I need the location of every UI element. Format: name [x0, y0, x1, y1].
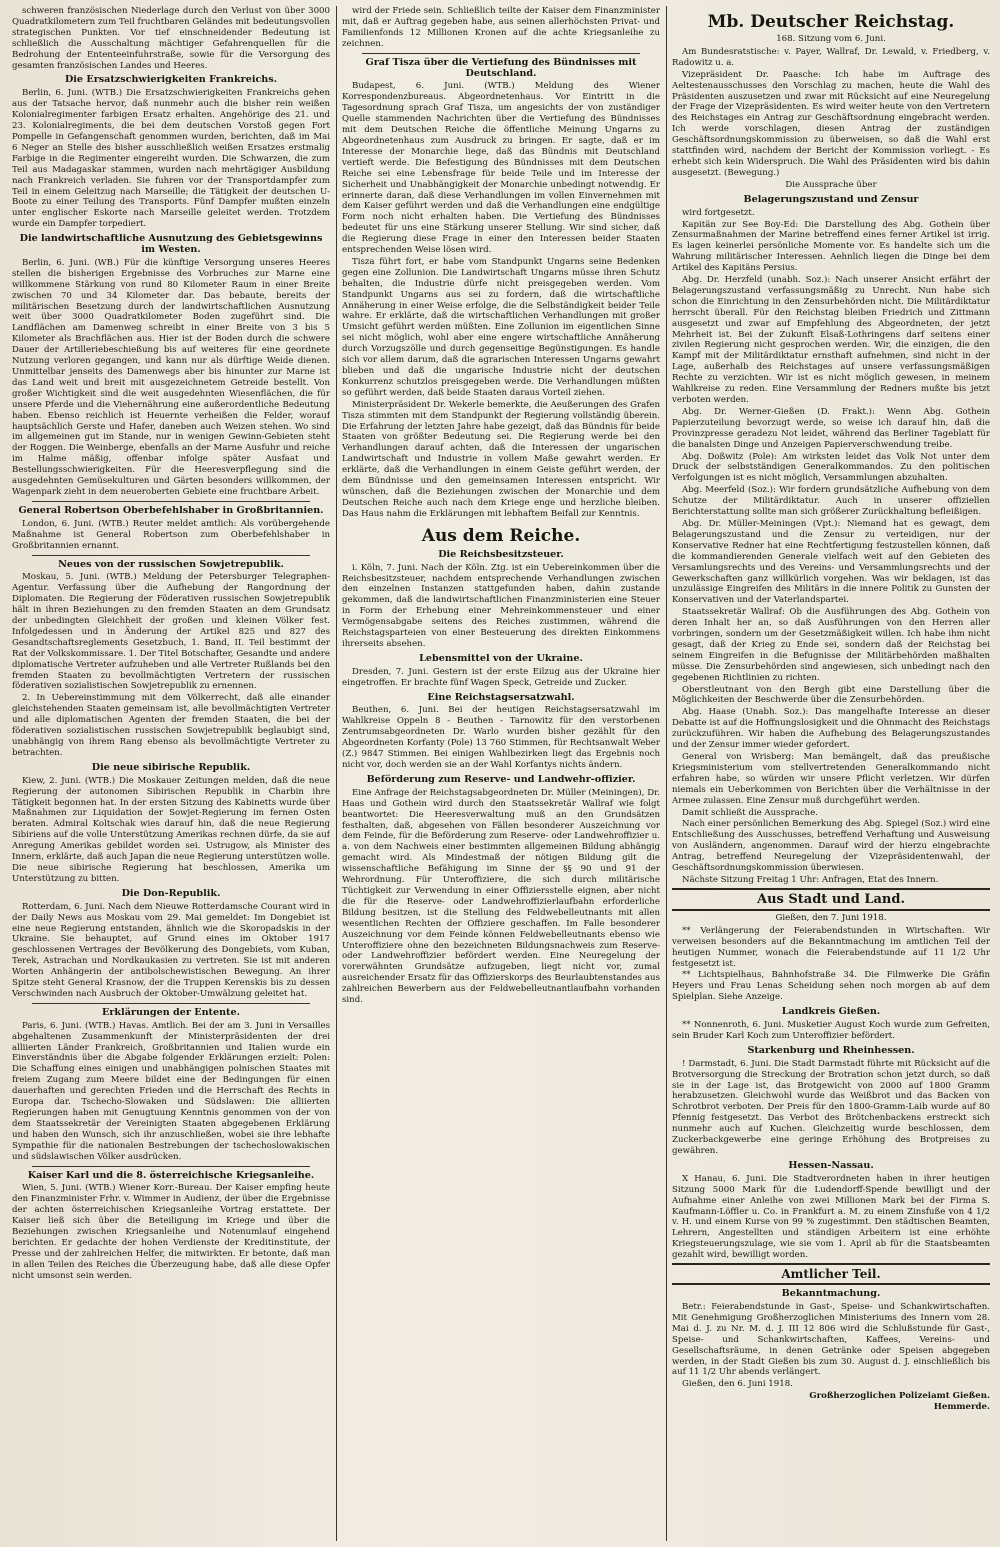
headline: Starkenburg und Rheinhessen.	[747, 1044, 915, 1056]
paragraph: Staatssekretär Wallraf: Ob die Ausführungen des Abg. Gothein von deren Inhalt her an, so daß Ausführungen von den Herren aller vorbringen, sondern um der Gesetzmäßigkeit willen. Ich habe ihm nicht gesagt, daß der Krieg zu Ende sei, sondern daß der Reichstag bei seinem Eingreifen in die Befugnisse der Militärbehörden maßhalten müsse. Die Zensurbehörden sind angewiesen, sich unbedingt nach den gegebenen Richtlinien zu richten.	[672, 607, 990, 683]
paragraph: Vizepräsident Dr. Paasche: Ich habe im Auftrage des Aeltestenausschusses den Vorschlag zu machen, heute die Wahl des Präsidenten auszusetzen und zwar mit Rücksicht auf eine Neuregelung der Frage der Vizepräsidenten. Es wird weiter heute von den Vertretern des Reichstages ein Antrag zur Geschäftsordnung eingebracht werden. Ich werde vorschlagen, diesen Antrag der zuständigen Geschäftsordnungskommission zu überweisen, so daß die Wahl erst stattfinden wird, nachdem der Bericht der Kommission vorliegt. - Es erhebt sich kein Widerspruch. Die Wahl des Präsidenten wird bis dahin ausgesetzt. (Bewegung.)	[672, 69, 990, 178]
paragraph: Abg. Dr. Müller-Meiningen (Vpt.): Niemand hat es gewagt, dem Belagerungszustand und die Zensur zu verteidigen, nur der Konservative Redner hat eine Rechtfertigung festzustellen können, daß die kommandierenden Generale vielfach weit auf den Gebieten des Versamlungsrechts und des Vereins- und Versammlungsrechts und der Gewerkschaften ganz willkürlich vorgehen. Was wir beklagen, ist das unzulässige Eingreifen des Militärs in die innere Politik zu Gunsten der Konservativen und der Vaterlandspartei.	[672, 518, 990, 606]
paragraph: Beuthen, 6. Juni. Bei der heutigen Reichstagsersatzwahl im Wahlkreise Oppeln 8 - Beuthen - Tarnowitz für den verstorbenen Zentrumsabgeordneten Dr. Warlo wurden bisher gezählt für den Abgeordneten Korfanty (Pole) 13 760 Stimmen, für Rechtsanwalt Weber (Z.) 9847 Stimmen. Bei einigen Wahlbezirken liegt das Ergebnis noch nicht vor, doch werden sie an der Wahl Korfantys nichts ändern.	[342, 705, 660, 770]
section-title: Aus dem Reiche.	[421, 525, 581, 546]
paragraph: ** Lichtspielhaus, Bahnhofstraße 34. Die Filmwerke Die Gräfin Heyers und Frau Lenas Scheidung sehen noch morgen ab auf dem Spielplan. Siehe Anzeige.	[672, 970, 990, 1003]
paragraph: London, 6. Juni. (WTB.) Reuter meldet amtlich: Als vorübergehende Maßnahme ist General Robertson zum Oberbefehlshaber in Großbritannien ernannt.	[12, 518, 330, 551]
headline: Erklärungen der Entente.	[102, 1006, 240, 1018]
column-3	[672, 6, 990, 1541]
signature-office: Großherzoglichen Polizeiamt Gießen.	[809, 1391, 990, 1402]
headline: Neues von der russischen Sowjetrepublik.	[58, 558, 284, 570]
headline: General Robertson Oberbefehlshaber in Großbritannien.	[18, 504, 324, 516]
headline: Lebensmittel von der Ukraine.	[419, 652, 583, 664]
paragraph: Nach einer persönlichen Bemerkung des Abg. Spiegel (Soz.) wird eine Entschließung des Ausschusses, betreffend Verhaftung und Ausweisung von Ausländern, angenommen. Darauf wird der hierzu eingebrachte Antrag, betreffend Neuregelung der Vizepräsidentenwahl, der Geschäftsordnungskommission überwiesen.	[672, 819, 990, 874]
section-box	[672, 888, 990, 911]
paragraph: Abg. Haase (Unabh. Soz.): Das mangelhafte Interesse an dieser Debatte ist auf die Hoffnungslosigkeit und die Ohnmacht des Reichstags zurückzuführen. Wir haben die Aufhebung des Belagerungszustandes und der Zensur immer wieder gefordert.	[672, 707, 990, 751]
paragraph: Kiew, 2. Juni. (WTB.) Die Moskauer Zeitungen melden, daß die neue Regierung der autonomen Sibirischen Republik in Charbin ihre Tätigkeit begonnen hat. In der ersten Sitzung des Kabinetts wurde über Maßnahmen zur Liquidation der Sowjet-Regierung im fernen Osten beraten. Admiral Koltschak wies darauf hin, daß die neue Regierung Sibiriens auf die volle Unterstützung Amerikas rechnen dürfe, da sie auf Anregung Amerikas gebildet worden sei. Ustrugow, als Minister des Innern, erklärte, daß auch Japan die neue Regierung unterstützen wolle. Die neue sibirische Regierung hat beschlossen, Amerika um Unterstützung zu bitten.	[12, 775, 330, 884]
paragraph: ** Verlängerung der Feierabendstunden in Wirtschaften. Wir verweisen besonders auf die Bekanntmachung im amtlichen Teil der heutigen Nummer, wonach die Feierabendstunde auf 11 1/2 Uhr festgesetzt ist.	[672, 925, 990, 969]
paragraph: ** Nonnenroth, 6. Juni. Musketier August Koch wurde zum Gefreiten, sein Bruder Karl Koch zum Unteroffizier befördert.	[672, 1020, 990, 1041]
section-title: Aus Stadt und Land.	[757, 891, 905, 907]
divider	[32, 555, 310, 556]
paragraph: 2. In Uebereinstimmung mit dem Völkerrecht, daß alle einander gleichstehenden Staaten gemeinsam ist, alle bevollmächtigten Vertreter und alle diplomatischen Agenten der fremden Staaten, die bei der föderativen sozialistischen russischen Sowjetrepublik beglaubigt sind, unabhängig von ihrem Rang ebenso als bevollmächtigte Vertreter zu betrachten.	[12, 693, 330, 758]
paragraph: Kapitän zur See Boy-Ed: Die Darstellung des Abg. Gothein über Zensurmaßnahmen der Marine betreffend eines ferner Artikel ist irrig. Es lagen keinerlei persönliche Momente vor. Es handelte sich um die Wahrung militärischer Interessen. Aehnlich liegen die Dinge bei dem Artikel des Kapitäns Persius.	[672, 219, 990, 274]
paragraph: Eine Anfrage der Reichstagsabgeordneten Dr. Müller (Meiningen), Dr. Haas und Gothein wird durch den Staatssekretär Wallraf wie folgt beantwortet: Die Heeresverwaltung muß an den Grundsätzen festhalten, daß, abgesehen von Fällen besonderer Auszeichnung vor dem Feinde, für die Beförderung zum Reserve- oder Landwehroffizier u. a. von dem Nachweis einer bestimmten allgemeinen Bildung abhängig gemacht wird. Als Mindestmaß der nötigen Bildung gilt die wissenschaftliche Befähigung im Sinne der §§ 90 und 91 der Wehrordnung. Für Unteroffiziere, die sich durch militärische Tüchtigkeit zur Verwendung in einer Offiziersstelle eignen, aber nicht die für die Reserve- oder Landwehroffizierlaufbahn erforderliche Bildung besitzen, ist die Stellung des Feldwebelleutnants mit allen wesentlichen Rechten der Offiziere geschaffen. Im Falle besonderer Auszeichnung vor dem Feinde können Feldwebelleutnants ebenso wie Unteroffiziere ohne den bezeichneten Bildungsnachweis zum Reserve- oder Landwehroffizier befördert werden. Eine Neuregelung der vorerwähnten Grundsätze aufzugeben, liegt nicht vor, zumal ausreichender Ersatz für das Offizierskorps des Beurlaubtenstandes aus zahlreichen Bewerbern aus der Feldwebelleutnantlaufbahn vorhanden sind.	[342, 787, 660, 1006]
column-rule	[336, 6, 337, 1541]
headline: Kaiser Karl und die 8. österreichische Kriegsanleihe.	[27, 1169, 315, 1181]
divider	[32, 1003, 310, 1004]
headline: Eine Reichstagsersatzwahl.	[427, 691, 575, 703]
paragraph: schweren französischen Niederlage durch den Verlust von über 3000 Quadratkilometern zum Teil fruchtbaren Geländes mit bedeutungsvollen strategischen Punkten. Vor tief einschneidender Bedeutung ist schließlich die Ausschaltung mächtiger Gefahrenquellen für die Bedrohung der Ententeeinfuhrstraße, sowie für die Versorgung des gesamten französischen Landes und Heeres.	[12, 6, 330, 71]
paragraph: Betr.: Feierabendstunde in Gast-, Speise- und Schankwirtschaften. Mit Genehmigung Großherzoglichen Ministeriums des Innern vom 28. Mai d. J. zu Nr. M. d. J. III 12 806 wird die Schlußstunde für Gast-, Speise- und Schankwirtschaften, Kaffees, Vereins- und Gesellschaftsräume, in denen Getränke oder Speisen abgegeben werden, in der Stadt Gießen bis zum 30. August d. J. einschließlich bis auf 11 1/2 Uhr abends verlängert.	[672, 1301, 990, 1378]
subtitle: 168. Sitzung vom 6. Juni.	[776, 34, 886, 44]
divider	[32, 501, 310, 502]
divider	[362, 53, 640, 54]
subtitle: Die Aussprache über	[785, 179, 877, 190]
signature-name: Hemmerde.	[933, 1402, 990, 1413]
paragraph: Berlin, 6. Juni. (WB.) Für die künftige Versorgung unseres Heeres stellen die bisherigen Ergebnisse des Vorbruches zur Marne eine willkommene Stärkung von rund 80 Kilometer Raum in einer Breite zwischen 70 und 34 Kilometer dar. Das bebaute, bereits der militärischen Besetzung durch der landwirtschaftlichen Ausnutzung weit über 3000 Quadratkilometer Boden zugeführt sind. Die Landflächen am Damenweg schreibt in einer Breite von 3 bis 5 Kilometer als Brachflächen aus. Hier ist der Boden durch die schwere Dauer der Artilleriebeschießung bis auf weiteres für eine geordnete Nutzung verloren gegangen, und kann nur als dürftige Weide dienen. Unmittelbar jenseits des Damenwegs aber bis hinunter zur Marne ist das Land weit und breit mit ausgezeichnetem Getreide bestellt. Von großer Wichtigkeit sind die weit ausgedehnten Wiesenflächen, die für unsere Pferde und die Viehernährung eine außerordentliche Bedeutung haben. Ebenso reichlich ist Heuernte verheißen die Felder, worauf hauptsächlich Gerste und Hafer, daneben auch Weizen stehen. Wo sind im allgemeinen gut im Stande, nur in wenigen Gewinn-Gebieten steht der Roggen. Die Weinberge, ebenfalls an der Marne Ausfuhr und reiche im Halme mäßig, offenbar infolge später Ausfaat und Bestellungsschwierigkeiten. Für die Heeresverpflegung sind die ausgedehnten Gemüsekulturen und Gärten besonders willkommen, der Wagenpark zieht in dem neueroberten Gebiete eine fruchtbare Arbeit.	[12, 257, 330, 497]
paragraph: Tisza führt fort, er habe vom Standpunkt Ungarns seine Bedenken gegen eine Zollunion. Die Landwirtschaft Ungarns müsse ihren Schutz behalten, die Industrie dürfe nicht preisgegeben werden. Vom Standpunkt Ungarns aus sei zu fordern, daß die wirtschaftliche Annäherung in einer Weise erfolge, die die Selbständigkeit beider Teile wahre. Er erklärte, daß die wirtschaftlichen Verhandlungen mit großer Umsicht geführt werden müßten. Eine Zollunion im eigentlichen Sinne sei nicht möglich, wohl aber eine engere wirtschaftliche Annäherung durch Vorzugszölle und durch gegenseitige Begünstigungen. Es handle sich vor allem darum, daß die agrarischen Interessen Ungarns gewahrt blieben und daß die ungarische Industrie nicht der deutschen Konkurrenz schutzlos preisgegeben werde. Die Verhandlungen müßten so geführt werden, daß beide Staaten daraus Vorteil ziehen.	[342, 256, 660, 398]
headline: Die landwirtschaftliche Ausnutzung des Gebietsgewinns im Westen.	[19, 233, 323, 256]
section-title: Amtlicher Teil.	[781, 1267, 881, 1282]
headline: Graf Tisza über die Vertiefung des Bündnisses mit Deutschland.	[365, 56, 637, 79]
paragraph: wird fortgesetzt.	[682, 207, 755, 218]
paragraph: Abg. Dr. Herzfeld (unabh. Soz.): Nach unserer Ansicht erfährt der Belagerungszustand verfassungsmäßig zu Unrecht. Nun habe sich schon die Einrichtung in den Zensurbehörden nicht. Die Militärdiktatur herrscht überall. Für den Reichstag bleiben Friedrich und Zittmann ausgesetzt und zwar auf Empfehlung des Abgeordneten, der jetzt Mehrheit ist. Bei der Zukunft Elsaß-Lothringens darf seitens einer zivilen Regierung nicht gesprochen werden. Wir, die einzigen, die den Kampf mit der Militärdiktatur ernsthaft aufnehmen, sind nicht in der Lage, außerhalb des Reichstages auf unsere verfassungsmäßigen Rechte zu verzichten. Wir ist es nicht möglich gewesen, in meinem Wahlkreise zu reden. Eine Versammlung der Redners mußte bis jetzt verboten werden.	[672, 275, 990, 405]
paragraph: Ministerpräsident Dr. Wekerle bemerkte, die Aeußerungen des Grafen Tisza stimmten mit dem Standpunkt der Regierung vollständig überein. Die Erfahrung der letzten Jahre habe gezeigt, daß das Bündnis für beide Staaten von größter Bedeutung sei. Die Regierung werde bei den Verhandlungen darauf achten, daß die Interessen der ungarischen Landwirtschaft und Industrie in vollem Maße gewahrt werden. Er erklärte, daß die Verhandlungen in einem Geiste geführt werden, der dem Bündnisse und den gemeinsamen Interessen entspricht. Wir wünschen, daß die Beziehungen zwischen der Monarchie und dem Deutschen Reiche auch nach dem Kriege enge und herzliche bleiben. Das Haus nahm die Erklärungen mit lebhaftem Beifall zur Kenntnis.	[342, 399, 660, 519]
column-rule	[666, 6, 667, 1541]
column-1	[12, 6, 330, 1541]
dateline: Gießen, den 7. Juni 1918.	[775, 912, 887, 923]
paragraph: Abg. Meerfeld (Soz.): Wir fordern grundsätzliche Aufhebung von dem Schutze der Militärdiktatur. Auch in unserer offiziellen Berichterstattung sollte man sich größerer Zurückhaltung befleißigen.	[672, 485, 990, 518]
paragraph: Berlin, 6. Juni. (WTB.) Die Ersatzschwierigkeiten Frankreichs gehen aus der Tatsache hervor, daß nunmehr auch die bisher rein weißen Kolonialregimenter farbigen Ersatz erhalten. Angehörige des 21. und 23. Kolonialregiments, die bei dem deutschen Vorstoß gegen Fort Pompelle in Gefangenschaft genommen wurden, berichten, daß im Mai 6 Neger an Stelle des bisher ausschließlich weißen Ersatzes erstmalig Farbige in die Regimenter eingereiht wurden. Die Schwarzen, die zum Teil aus Madagaskar stammen, wurden nach mehrtägiger Ausbildung nach Frankreich verladen. Sie fuhren vor der Transportdampfer zum Teil in einem Geleitzug nach Marseille; die Tätigkeit der deutschen U-Boote zu einer Teilung des Transports. Fünf Dampfer mußten einzeln unter englischer Eskorte nach Marseille geleitet werden. Trotzdem wurde ein Dampfer torpediert.	[12, 88, 330, 230]
paragraph: Gießen, den 6. Juni 1918.	[682, 1379, 793, 1390]
paragraph: wird der Friede sein. Schließlich teilte der Kaiser dem Finanzminister mit, daß er Auftrag gegeben habe, aus seinen allerhöchsten Privat- und Familienfonds 12 Millionen Kronen auf die achte Kriegsanleihe zu zeichnen.	[342, 6, 660, 49]
paragraph: Abg. Doßwitz (Pole): Am wirksten leidet das Volk Not unter dem Druck der selbstständigen Generalkommandos. Zu den politischen Verfolgungen ist es nicht möglich, Versammlungen abzuhalten.	[672, 451, 990, 484]
headline: Die neue sibirische Republik.	[91, 761, 251, 773]
paragraph: Budapest, 6. Juni. (WTB.) Meldung des Wiener Korrespondenzbureaus. Abgeordnetenhaus. Vor Eintritt in die Tagesordnung sprach Graf Tisza, um angesichts der von zuständiger Quelle stammenden Nachrichten über die Vertiefung des Bündnisses mit dem Deutschen Reiche die öffentliche Meinung Ungarns zu Abgeordnetenhaus zum Ausdruck zu bringen. Er sagte, daß er im Interesse der Monarchie liege, daß das Bündnis mit Deutschland vertieft werde. Die Befestigung des Bündnisses mit dem Deutschen Reiche sei eine Lebensfrage für beide Teile und im Interesse der Sicherheit und Unabhängigkeit der Monarchie unbedingt notwendig. Er erinnerte daran, daß diese Verhandlungen im vollen Einvernehmen mit dem Kaiser geführt werden und daß die Verhandlungen eine endgültige Form noch nicht erhalten haben. Die Vertiefung des Bündnisses bedeutet für uns eine Stärkung unserer Stellung. Wir sind sicher, daß die Regierung diese Frage in einer den Interessen beider Staaten entsprechenden Weise lösen wird.	[342, 81, 660, 256]
paragraph: Dresden, 7. Juni. Gestern ist der erste Eilzug aus der Ukraine hier eingetroffen. Er brachte fünf Wagen Speck, Getreide und Zucker.	[342, 666, 660, 688]
section-title: Mb. Deutscher Reichstag.	[707, 12, 955, 32]
paragraph: Oberstleutnant von den Bergh gibt eine Darstellung über die Möglichkeiten der Beschwerde über die Zensurbehörden.	[672, 684, 990, 706]
divider	[32, 1166, 310, 1167]
paragraph: X Hanau, 6. Juni. Die Stadtverordneten haben in ihrer heutigen Sitzung 5000 Mark für die Ludendorff-Spende bewilligt und der Aufnahme einer Anleihe von zwei Millionen Mark bei der Firma S. Kaufmann-Löffler u. Co. in Frankfurt a. M. zu einem Zinsfuße von 4 1/2 v. H. und einem Kurse von 99 % zugestimmt. Den städtischen Beamten, Lehrern, Angestellten und ständigen Arbeitern ist eine erhöhte Kriegsteuerungszulage, wie sie vom 1. April ab für die Staatsbeamten gezahlt wird, bewilligt worden.	[672, 1173, 990, 1261]
paragraph: Moskau, 5. Juni. (WTB.) Meldung der Petersburger Telegraphen-Agentur. Verfassung über die Aufhebung der Rangordnung der Diplomaten. Die Regierung der Föderativen russischen Sowjetrepublik hält in ihren Beziehungen zu den fremden Staaten an dem Grundsatz der unbedingten Gleichheit der großen und kleinen Völker fest. Infolgedessen und in Änderung der Artikel 825 und 827 des Gesandtschaftsreglements Gesetzbuch, 1. Band, II. Teil bestimmt der Rat der Volkskommissare. 1. Der Titel Botschafter, Gesandte und andere diplomatische Vertreter aufzuheben und alle Vertreter Rußlands bei den fremden Staaten zu bevollmächtigten Vertretern der russischen föderativen sozialistischen Sowjetrepublik zu ernennen.	[12, 572, 330, 692]
paragraph: Paris, 6. Juni. (WTB.) Havas. Amtlich. Bei der am 3. Juni in Versailles abgehaltenen Zusammenkunft der Ministerpräsidenten der drei alliierten Länder Frankreich, Großbritannien und Italien wurde ein Einverständnis über die Abgabe folgender Erklärungen erzielt: Polen: Die Schaffung eines einigen und unabhängigen polnischen Staates mit freiem Zugang zum Meere bildet eine der Bedingungen für einen dauerhaften und gerechten Frieden und die Herrschaft des Rechts in Europa dar. Tschecho-Slowaken und Südslawen: Die alliierten Regierungen haben mit Genugtuung Kenntnis genommen von der von dem Staatssekretär der Vereinigten Staaten abgegebenen Erklärung und haben den Wunsch, sich ihr anzuschließen, wobei sie ihre lebhafte Sympathie für die nationalen Bestrebungen der tschechoslowakischen und südslawischen Völker ausdrücken.	[12, 1020, 330, 1162]
paragraph: Am Bundesratstische: v. Payer, Wallraf, Dr. Lewald, v. Friedberg, v. Radowitz u. a.	[672, 46, 990, 68]
paragraph: General von Wrisberg: Man bemängelt, daß das preußische Kriegsministerium vom stellvertretenden Generalkommando nicht erfahren habe, so würden wir unsere Pflicht verletzen. Wir dürfen niemals ein Ueberkommen von Berichten über die Verhältnisse in der Armee zulassen. Eine Zensur muß durchgeführt werden.	[672, 752, 990, 806]
paragraph: i. Köln, 7. Juni. Nach der Köln. Ztg. ist ein Uebereinkommen über die Reichsbesitzsteuer, nachdem entsprechende Verhandlungen zwischen den einzelnen Instanzen stattgefunden haben, dahin zustande gekommen, daß die landwirtschaftlichen Finanzministerien eine Steuer in Form der Erhebung einer Mehreinkommensteuer und einer Vermögensabgabe seitens des Reiches zustimmen, während die Reichstagsparteien von einer Besteuerung des direkten Einkommens ihrerseits absehen.	[342, 562, 660, 649]
paragraph: Rotterdam, 6. Juni. Nach dem Nieuwe Rotterdamsche Courant wird in der Daily News aus Moskau vom 29. Mai gemeldet: Im Dongebiet ist eine neue Regierung entstanden, ähnlich wie die Skoropadskis in der Ukraine. Sie behauptet, auf Grund eines im Oktober 1917 geschlossenen Vertrages der Bevölkerung des Dongebiets, vom Kuban, Terek, Astrachan und Nordkaukasien zu vertreten. Sie ist mit anderen Worten Anhängerin der antibolschewistischen Bewegung. An ihrer Spitze steht General Krasnow, der die Truppen Kerenskis bis zu dessen Verschwinden nach Ausbruch der Oktober-Umwälzung geleitet hat.	[12, 901, 330, 999]
paragraph: Wien, 5. Juni. (WTB.) Wiener Korr.-Bureau. Der Kaiser empfing heute den Finanzminister Frhr. v. Wimmer in Audienz, der über die Ergebnisse der achten österreichischen Kriegsanleihe Vortrag erstattete. Der Kaiser ließ sich über die Beteiligung im Kriege und über die Beziehungen zwischen Kriegsanleihe und Notenumlauf eingehend berichten. Er gedachte der hohen Verdienste der Kreditinstitute, der Presse und der zahlreichen Helfer, die mitwirkten. Er betonte, daß man in allen Teilen des Reiches die Überzeugung habe, daß alle diese Opfer nicht umsonst sein werden.	[12, 1183, 330, 1281]
paragraph: ! Darmstadt, 6. Juni. Die Stadt Darmstadt führte mit Rücksicht auf die Brotversorgung die Streckung der Brotration schon jetzt durch, so daß sie in der Lage ist, das Brotgewicht von 2000 auf 1800 Gramm herabzusetzen. Gleichwohl wurde das Weißbrot und das Backen von Schrotbrot verboten. Der Preis für den 1800-Gramm-Laib wurde auf 80 Pfennig festgesetzt. Das Verbot des Brötchenbackens erstreckt sich nunmehr auch auf Kuchen. Gleichzeitig wurde beschlossen, dem Zuckerbackgewerbe eine geringe Erhöhung des Brotpreises zu gewähren.	[672, 1058, 990, 1156]
paragraph: Abg. Dr. Werner-Gießen (D. Frakt.): Wenn Abg. Gothein Papierzuteilung bevorzugt werde, so weise ich darauf hin, daß die Provinzpresse geradezu Not leidet, während das Berliner Tageblatt für die banalsten Dinge und Anzeigen Papierverschwendung treibe.	[672, 406, 990, 450]
headline: Beförderung zum Reserve- und Landwehr-offizier.	[366, 773, 636, 785]
headline: Die Ersatzschwierigkeiten Frankreichs.	[64, 74, 278, 86]
paragraph: Nächste Sitzung Freitag 1 Uhr: Anfragen, Etat des Innern.	[682, 874, 939, 885]
paragraph: Damit schließt die Aussprache.	[682, 807, 818, 818]
column-2	[342, 6, 660, 1541]
headline: Hessen-Nassau.	[788, 1159, 874, 1171]
section-box	[672, 1263, 990, 1285]
headline: Die Don-Republik.	[121, 887, 221, 899]
headline: Bekanntmachung.	[781, 1288, 881, 1300]
headline: Belagerungszustand und Zensur	[743, 193, 919, 205]
headline: Landkreis Gießen.	[781, 1006, 881, 1018]
headline: Die Reichsbesitzsteuer.	[438, 548, 564, 560]
